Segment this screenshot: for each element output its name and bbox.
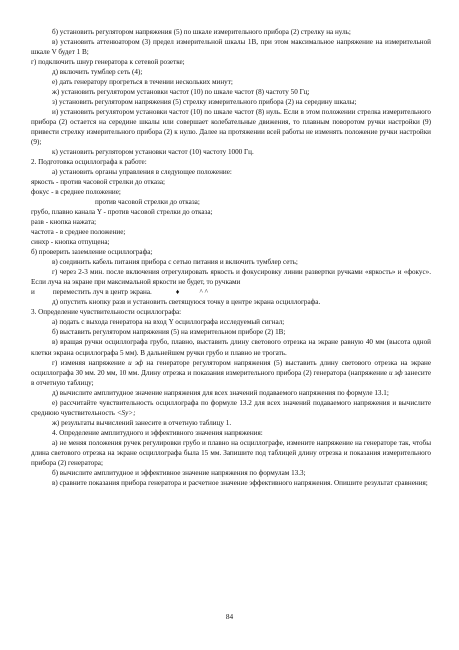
setting-frequency: частота - в среднее положение; bbox=[31, 228, 126, 237]
voltage-symbol: u эф bbox=[389, 368, 403, 377]
paragraph-3b: б) выставить регулятором напряжения (5) на измерительном приборе (2) 1В; bbox=[52, 328, 286, 337]
paragraph-1k: к) установить регулятором установки частот (10) частоту 1000 Гц. bbox=[52, 148, 254, 157]
paragraph-1b: б) установить регулятором напряжения (5) по шкале измерительного прибора (2) стрелку на нуль; bbox=[52, 28, 351, 36]
paragraph-1v: в) установить аттенюатором (3) предел измерительной шкалы 1В, при этом максимальное напряжение на измерительной шкале V будет 1 В; bbox=[31, 38, 431, 57]
paragraph-2g-continued bbox=[31, 287, 431, 297]
paragraph-1zh: ж) установить регулятором установки частот (10) по шкале частот (8) частоту 50 Гц; bbox=[52, 88, 310, 97]
paragraph-3zh: ж) результаты вычислений занесите в отчетную таблицу 1. bbox=[52, 418, 232, 427]
page-number: 84 bbox=[225, 612, 234, 621]
paragraph-1z: з) установить регулятором напряжения (5) стрелку измерительного прибора (2) на середину шкалы; bbox=[52, 98, 357, 107]
knob-arrows-icon: ^ ^ bbox=[199, 288, 208, 297]
knob-diamond-icon: ♦ bbox=[175, 288, 180, 297]
paragraph-1d: д) включить тумблер сеть (4); bbox=[52, 68, 143, 77]
section-heading-2: 2. Подготовка осциллографа к работе: bbox=[31, 158, 147, 167]
paragraph-1g: г) подключить шнур генератора к сетевой розетке; bbox=[31, 58, 185, 67]
section-heading-4: 4. Определение амплитудного и эффективного значения напряжения: bbox=[52, 428, 263, 437]
document-body bbox=[31, 27, 431, 488]
setting-sweep: разв - кнопка нажата; bbox=[31, 218, 97, 227]
paragraph-2v: в) соединить кабель питания прибора с сетью питания и включить тумблер сеть; bbox=[52, 258, 298, 267]
paragraph-1i: и) установить регулятором установки частот (10) по шкале частот (8) нуль. Если в этом положении стрелка измерительного прибора (2) остается на середине шкалы или совершает колебательные движения, то плавным поворотом ручки настройки (9) привести стрелку измерительного прибора (2) к нулю. Далее на протяжении всей работы не изменять положение ручки настройки (9); bbox=[31, 108, 431, 147]
paragraph-3a: а) подать с выхода генератора на вход Y осциллографа исследуемый сигнал; bbox=[52, 318, 285, 327]
paragraph-3g: г) изменяя напряжение u эф на генераторе регулятором напряжения (5) выставить длину светового отрезка на экране осциллографа 30 мм. 20 мм, 10 мм. Длину отрезка и показания измерительного прибора (2) генератора (напряжение u эф занесите в отчетную таблицу; bbox=[31, 358, 432, 387]
setting-brightness: яркость - против часовой стрелки до отказа; bbox=[31, 178, 166, 187]
conjunction-i: и bbox=[31, 288, 35, 297]
setting-coarse-fine: грубо, плавно канала Y - против часовой стрелки до отказа; bbox=[31, 208, 213, 217]
paragraph-4b: б) вычислите амплитудное и эффективное значение напряжения по формулам 13.3; bbox=[52, 468, 306, 477]
setting-counterclockwise: против часовой стрелки до отказа; bbox=[95, 198, 200, 207]
paragraph-3d: д) вычислите амплитудное значение напряжения для всех значений подаваемого напряжения по формуле 13.1; bbox=[52, 388, 389, 397]
mean-sensitivity-symbol: <Sy>; bbox=[116, 408, 136, 417]
setting-sync: синхр - кнопка отпущена; bbox=[31, 238, 110, 247]
paragraph-2g: г) через 2-3 мин. после включения отрегулировать яркость и фокусировку линии развертки ручками «яркость» и «фокус». Если луча на экране при максимальной яркости не будет, то ручками bbox=[31, 268, 431, 287]
move-beam-text: переместить луч в центр экрана. bbox=[52, 288, 152, 297]
paragraph-4a: а) не меняя положения ручек регулировки грубо и плавно на осциллографе, измените напряжение на генераторе так, чтобы длина светового отрезка на экране осциллографа была 15 мм. Запишите под таблицей длину отрезка и показания измерительного прибора (2) генератора; bbox=[31, 438, 431, 467]
setting-focus: фокус - в среднее положение; bbox=[31, 188, 121, 197]
paragraph-3v: в) вращая ручки осциллографа грубо, плавно, выставить длину светового отрезка на экране равную 40 мм (высота одной клетки экрана осциллографа 5 мм). В дальнейшем ручки грубо и плавно не трогать. bbox=[31, 338, 431, 357]
paragraph-2b: б) проверить заземление осциллографа; bbox=[31, 248, 153, 257]
paragraph-4v: в) сравните показания прибора генератора и расчетное значение эффективного напряжения. Опишите результат сравнения; bbox=[52, 478, 428, 487]
voltage-symbol: u эф bbox=[128, 358, 144, 367]
paragraph-3e: е) рассчитайте чувствительность осциллографа по формуле 13.2 для всех значений подаваемого напряжения и вычислите среднюю чувствительность <Sy>; bbox=[31, 398, 431, 417]
paragraph-2a: а) установить органы управления в следующее положение: bbox=[52, 168, 232, 177]
paragraph-2d: д) опустить кнопку разв и установить светящуюся точку в центре экрана осциллографа. bbox=[52, 298, 321, 307]
paragraph-1e: е) дать генератору прогреться в течении нескольких минут; bbox=[52, 78, 233, 87]
section-heading-3: 3. Определение чувствительности осциллографа: bbox=[31, 308, 182, 317]
